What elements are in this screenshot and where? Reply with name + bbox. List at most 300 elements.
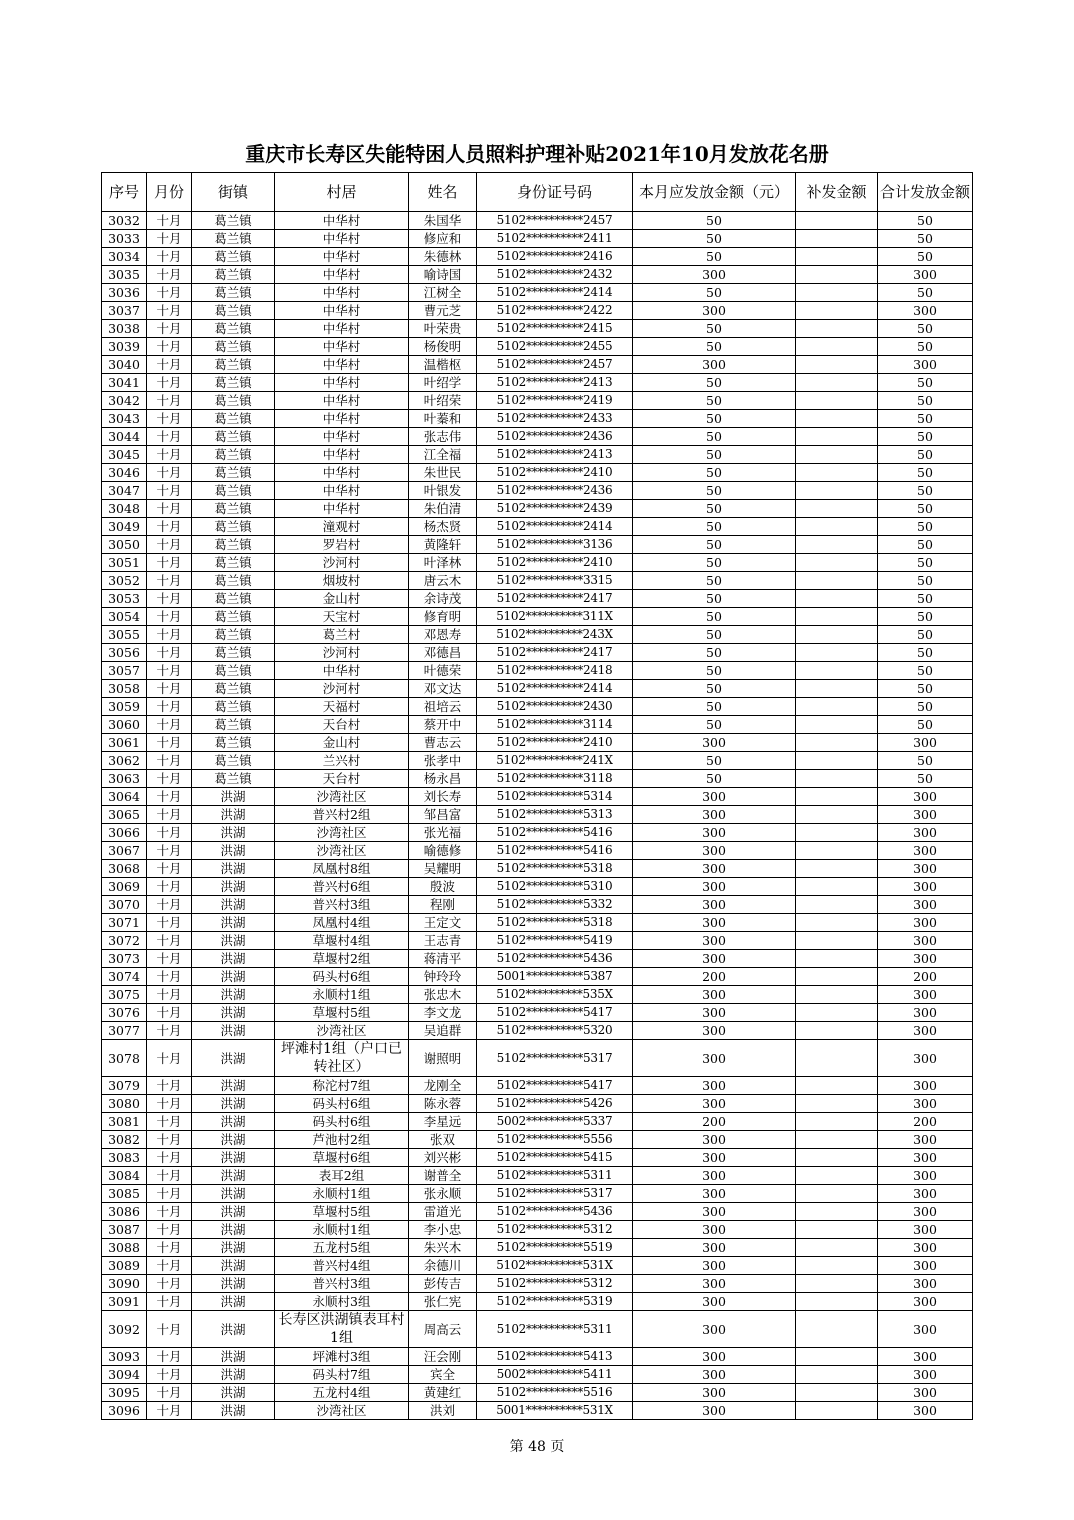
cell-supp (796, 914, 878, 932)
cell-supp (796, 500, 878, 518)
cell-due: 300 (633, 1366, 796, 1384)
table-row (102, 1366, 973, 1384)
cell-due: 50 (633, 572, 796, 590)
cell-id: 5102**********2416 (477, 248, 633, 266)
col-header-town: 街镇 (192, 173, 275, 212)
cell-village: 永顺村1组 (275, 1185, 409, 1203)
cell-village: 码头村6组 (275, 968, 409, 986)
cell-total: 50 (878, 230, 973, 248)
cell-month: 十月 (147, 950, 192, 968)
cell-due: 50 (633, 248, 796, 266)
table-row (102, 842, 973, 860)
cell-seq: 3058 (102, 680, 147, 698)
cell-name: 张志伟 (409, 428, 477, 446)
cell-id: 5102**********5556 (477, 1131, 633, 1149)
cell-town: 洪湖 (192, 1131, 275, 1149)
cell-total: 50 (878, 662, 973, 680)
cell-total: 300 (878, 1348, 973, 1366)
cell-due: 300 (633, 1402, 796, 1420)
cell-village: 五龙村4组 (275, 1384, 409, 1402)
table-row (102, 752, 973, 770)
cell-name: 宾全 (409, 1366, 477, 1384)
cell-town: 葛兰镇 (192, 734, 275, 752)
cell-id: 5102**********2414 (477, 284, 633, 302)
cell-town: 葛兰镇 (192, 518, 275, 536)
cell-supp (796, 230, 878, 248)
cell-due: 50 (633, 590, 796, 608)
cell-due: 50 (633, 428, 796, 446)
cell-village: 中华村 (275, 356, 409, 374)
cell-total: 300 (878, 266, 973, 284)
cell-month: 十月 (147, 518, 192, 536)
cell-seq: 3066 (102, 824, 147, 842)
cell-seq: 3035 (102, 266, 147, 284)
table-row (102, 716, 973, 734)
cell-month: 十月 (147, 1203, 192, 1221)
page-title: 重庆市长寿区失能特困人员照料护理补贴2021年10月发放花名册 (245, 142, 829, 166)
cell-total: 50 (878, 752, 973, 770)
cell-due: 300 (633, 1203, 796, 1221)
cell-total: 300 (878, 1402, 973, 1420)
cell-month: 十月 (147, 338, 192, 356)
cell-town: 葛兰镇 (192, 662, 275, 680)
cell-id: 5102**********5311 (477, 1311, 633, 1348)
cell-due: 300 (633, 302, 796, 320)
cell-id: 5102**********5417 (477, 1004, 633, 1022)
cell-village: 中华村 (275, 212, 409, 230)
cell-due: 50 (633, 500, 796, 518)
table-row (102, 392, 973, 410)
table-row (102, 500, 973, 518)
cell-village: 永顺村3组 (275, 1293, 409, 1311)
cell-month: 十月 (147, 320, 192, 338)
cell-seq: 3073 (102, 950, 147, 968)
cell-name: 叶绍学 (409, 374, 477, 392)
cell-seq: 3075 (102, 986, 147, 1004)
table-row (102, 626, 973, 644)
cell-seq: 3039 (102, 338, 147, 356)
cell-month: 十月 (147, 644, 192, 662)
cell-name: 张仁宪 (409, 1293, 477, 1311)
cell-village: 中华村 (275, 320, 409, 338)
cell-seq: 3063 (102, 770, 147, 788)
cell-total: 300 (878, 824, 973, 842)
cell-due: 300 (633, 1311, 796, 1348)
cell-id: 5102**********2414 (477, 518, 633, 536)
cell-name: 蔡开中 (409, 716, 477, 734)
cell-seq: 3052 (102, 572, 147, 590)
cell-supp (796, 320, 878, 338)
cell-supp (796, 644, 878, 662)
cell-supp (796, 446, 878, 464)
cell-month: 十月 (147, 752, 192, 770)
cell-seq: 3089 (102, 1257, 147, 1275)
cell-name: 洪刘 (409, 1402, 477, 1420)
cell-due: 50 (633, 752, 796, 770)
cell-id: 5102**********2410 (477, 464, 633, 482)
cell-seq: 3085 (102, 1185, 147, 1203)
cell-seq: 3081 (102, 1113, 147, 1131)
cell-total: 50 (878, 446, 973, 464)
cell-seq: 3047 (102, 482, 147, 500)
cell-id: 5102**********2436 (477, 428, 633, 446)
cell-village: 中华村 (275, 266, 409, 284)
cell-seq: 3076 (102, 1004, 147, 1022)
cell-due: 300 (633, 824, 796, 842)
cell-id: 5001**********5387 (477, 968, 633, 986)
cell-due: 300 (633, 356, 796, 374)
cell-seq: 3042 (102, 392, 147, 410)
cell-town: 葛兰镇 (192, 212, 275, 230)
cell-town: 葛兰镇 (192, 266, 275, 284)
cell-id: 5102**********3118 (477, 770, 633, 788)
table-row (102, 986, 973, 1004)
cell-supp (796, 1366, 878, 1384)
roster-table (101, 172, 973, 1420)
cell-village: 金山村 (275, 734, 409, 752)
cell-total: 50 (878, 428, 973, 446)
cell-total: 300 (878, 860, 973, 878)
cell-due: 50 (633, 392, 796, 410)
cell-village: 潼观村 (275, 518, 409, 536)
cell-total: 50 (878, 482, 973, 500)
cell-total: 50 (878, 698, 973, 716)
cell-supp (796, 1293, 878, 1311)
cell-village: 沙河村 (275, 680, 409, 698)
cell-supp (796, 698, 878, 716)
cell-id: 5102**********5314 (477, 788, 633, 806)
cell-month: 十月 (147, 1239, 192, 1257)
cell-name: 汪会刚 (409, 1348, 477, 1366)
table-row (102, 1402, 973, 1420)
table-row (102, 302, 973, 320)
cell-due: 50 (633, 716, 796, 734)
cell-town: 葛兰镇 (192, 338, 275, 356)
cell-id: 5102**********2411 (477, 230, 633, 248)
cell-village: 坪滩村1组（户口已转社区） (275, 1040, 409, 1077)
cell-town: 葛兰镇 (192, 284, 275, 302)
cell-seq: 3057 (102, 662, 147, 680)
table-row (102, 338, 973, 356)
cell-due: 50 (633, 554, 796, 572)
cell-total: 50 (878, 716, 973, 734)
cell-total: 300 (878, 1095, 973, 1113)
cell-total: 300 (878, 1203, 973, 1221)
cell-village: 沙湾社区 (275, 1022, 409, 1040)
cell-month: 十月 (147, 716, 192, 734)
cell-town: 洪湖 (192, 1348, 275, 1366)
cell-month: 十月 (147, 608, 192, 626)
cell-seq: 3032 (102, 212, 147, 230)
cell-name: 张忠木 (409, 986, 477, 1004)
col-header-supp: 补发金额 (796, 173, 878, 212)
cell-town: 洪湖 (192, 1257, 275, 1275)
cell-id: 5102**********5436 (477, 950, 633, 968)
cell-month: 十月 (147, 1293, 192, 1311)
cell-total: 50 (878, 320, 973, 338)
cell-total: 300 (878, 806, 973, 824)
cell-due: 300 (633, 1221, 796, 1239)
cell-name: 曹元芝 (409, 302, 477, 320)
table-row (102, 1185, 973, 1203)
cell-due: 300 (633, 986, 796, 1004)
cell-total: 300 (878, 1275, 973, 1293)
cell-id: 5102**********5319 (477, 1293, 633, 1311)
cell-due: 300 (633, 1095, 796, 1113)
cell-name: 吴耀明 (409, 860, 477, 878)
table-row (102, 464, 973, 482)
cell-supp (796, 1040, 878, 1077)
cell-total: 300 (878, 1221, 973, 1239)
cell-village: 中华村 (275, 284, 409, 302)
cell-town: 葛兰镇 (192, 320, 275, 338)
table-row (102, 770, 973, 788)
cell-seq: 3086 (102, 1203, 147, 1221)
table-row (102, 698, 973, 716)
cell-village: 中华村 (275, 230, 409, 248)
cell-month: 十月 (147, 536, 192, 554)
cell-seq: 3048 (102, 500, 147, 518)
cell-town: 葛兰镇 (192, 590, 275, 608)
table-row (102, 446, 973, 464)
cell-seq: 3088 (102, 1239, 147, 1257)
cell-town: 洪湖 (192, 1167, 275, 1185)
cell-total: 300 (878, 1311, 973, 1348)
table-row (102, 554, 973, 572)
cell-name: 朱世民 (409, 464, 477, 482)
cell-id: 5102**********2419 (477, 392, 633, 410)
cell-town: 葛兰镇 (192, 500, 275, 518)
cell-town: 葛兰镇 (192, 464, 275, 482)
cell-village: 草堰村2组 (275, 950, 409, 968)
cell-due: 300 (633, 1004, 796, 1022)
cell-name: 喻诗国 (409, 266, 477, 284)
table-row (102, 662, 973, 680)
cell-name: 朱德林 (409, 248, 477, 266)
cell-name: 蒋清平 (409, 950, 477, 968)
cell-town: 葛兰镇 (192, 770, 275, 788)
cell-seq: 3050 (102, 536, 147, 554)
cell-month: 十月 (147, 1348, 192, 1366)
cell-town: 洪湖 (192, 1384, 275, 1402)
cell-town: 葛兰镇 (192, 536, 275, 554)
cell-id: 5102**********241X (477, 752, 633, 770)
cell-supp (796, 1257, 878, 1275)
cell-due: 50 (633, 698, 796, 716)
cell-due: 300 (633, 1149, 796, 1167)
cell-supp (796, 716, 878, 734)
cell-supp (796, 950, 878, 968)
cell-name: 雷道光 (409, 1203, 477, 1221)
cell-supp (796, 896, 878, 914)
cell-due: 50 (633, 644, 796, 662)
col-header-total: 合计发放金额 (878, 173, 973, 212)
cell-month: 十月 (147, 968, 192, 986)
cell-village: 中华村 (275, 392, 409, 410)
cell-id: 5102**********5310 (477, 878, 633, 896)
table-row (102, 914, 973, 932)
cell-month: 十月 (147, 1149, 192, 1167)
cell-seq: 3083 (102, 1149, 147, 1167)
cell-village: 凤凰村4组 (275, 914, 409, 932)
cell-seq: 3093 (102, 1348, 147, 1366)
cell-supp (796, 554, 878, 572)
cell-village: 沙湾社区 (275, 788, 409, 806)
table-row (102, 284, 973, 302)
cell-name: 李小忠 (409, 1221, 477, 1239)
roster-body (102, 212, 973, 1420)
cell-village: 金山村 (275, 590, 409, 608)
cell-month: 十月 (147, 662, 192, 680)
cell-seq: 3033 (102, 230, 147, 248)
cell-supp (796, 284, 878, 302)
table-row (102, 410, 973, 428)
table-row (102, 608, 973, 626)
cell-month: 十月 (147, 1095, 192, 1113)
cell-village: 草堰村6组 (275, 1149, 409, 1167)
cell-name: 钟玲玲 (409, 968, 477, 986)
cell-id: 5102**********2413 (477, 446, 633, 464)
cell-total: 50 (878, 410, 973, 428)
cell-total: 300 (878, 896, 973, 914)
cell-id: 5001**********531X (477, 1402, 633, 1420)
table-row (102, 590, 973, 608)
table-row (102, 1004, 973, 1022)
cell-name: 江树全 (409, 284, 477, 302)
cell-id: 5102**********5312 (477, 1275, 633, 1293)
cell-id: 5102**********5519 (477, 1239, 633, 1257)
cell-town: 洪湖 (192, 842, 275, 860)
cell-total: 50 (878, 284, 973, 302)
table-row (102, 1348, 973, 1366)
table-row (102, 482, 973, 500)
cell-id: 5102**********5516 (477, 1384, 633, 1402)
cell-supp (796, 248, 878, 266)
cell-due: 300 (633, 1131, 796, 1149)
table-row (102, 1311, 973, 1348)
cell-id: 5102**********2415 (477, 320, 633, 338)
cell-id: 5102**********2413 (477, 374, 633, 392)
cell-name: 叶德荣 (409, 662, 477, 680)
table-row (102, 824, 973, 842)
col-header-name: 姓名 (409, 173, 477, 212)
cell-due: 300 (633, 1185, 796, 1203)
cell-supp (796, 1311, 878, 1348)
cell-village: 沙湾社区 (275, 842, 409, 860)
cell-month: 十月 (147, 788, 192, 806)
cell-due: 50 (633, 518, 796, 536)
cell-id: 5102**********3114 (477, 716, 633, 734)
cell-town: 洪湖 (192, 932, 275, 950)
cell-village: 普兴村2组 (275, 806, 409, 824)
cell-due: 300 (633, 1384, 796, 1402)
cell-seq: 3053 (102, 590, 147, 608)
cell-total: 50 (878, 500, 973, 518)
cell-supp (796, 1239, 878, 1257)
cell-village: 永顺村1组 (275, 1221, 409, 1239)
cell-total: 300 (878, 1149, 973, 1167)
cell-month: 十月 (147, 734, 192, 752)
cell-month: 十月 (147, 266, 192, 284)
cell-month: 十月 (147, 464, 192, 482)
cell-total: 300 (878, 932, 973, 950)
cell-town: 葛兰镇 (192, 644, 275, 662)
cell-village: 中华村 (275, 500, 409, 518)
cell-town: 洪湖 (192, 1149, 275, 1167)
cell-name: 黄建红 (409, 1384, 477, 1402)
cell-total: 50 (878, 518, 973, 536)
cell-village: 中华村 (275, 338, 409, 356)
cell-id: 5102**********3315 (477, 572, 633, 590)
cell-name: 吴追群 (409, 1022, 477, 1040)
cell-id: 5102**********2410 (477, 734, 633, 752)
cell-village: 草堰村4组 (275, 932, 409, 950)
cell-town: 洪湖 (192, 878, 275, 896)
cell-town: 洪湖 (192, 950, 275, 968)
cell-month: 十月 (147, 1402, 192, 1420)
cell-total: 50 (878, 626, 973, 644)
cell-seq: 3040 (102, 356, 147, 374)
cell-name: 刘长寿 (409, 788, 477, 806)
cell-supp (796, 356, 878, 374)
cell-village: 草堰村5组 (275, 1004, 409, 1022)
cell-due: 300 (633, 878, 796, 896)
cell-due: 300 (633, 932, 796, 950)
cell-month: 十月 (147, 842, 192, 860)
cell-month: 十月 (147, 932, 192, 950)
cell-town: 洪湖 (192, 1311, 275, 1348)
table-row (102, 968, 973, 986)
cell-village: 烟坡村 (275, 572, 409, 590)
cell-month: 十月 (147, 626, 192, 644)
cell-id: 5102**********2418 (477, 662, 633, 680)
cell-total: 300 (878, 1239, 973, 1257)
cell-month: 十月 (147, 1185, 192, 1203)
cell-month: 十月 (147, 986, 192, 1004)
cell-due: 50 (633, 464, 796, 482)
table-row (102, 932, 973, 950)
cell-village: 普兴村3组 (275, 896, 409, 914)
cell-name: 李文龙 (409, 1004, 477, 1022)
cell-total: 300 (878, 734, 973, 752)
cell-name: 唐云木 (409, 572, 477, 590)
cell-id: 5102**********5317 (477, 1040, 633, 1077)
col-header-due: 本月应发放金额（元） (633, 173, 796, 212)
cell-due: 50 (633, 230, 796, 248)
cell-seq: 3080 (102, 1095, 147, 1113)
cell-name: 喻德修 (409, 842, 477, 860)
cell-supp (796, 860, 878, 878)
cell-town: 洪湖 (192, 968, 275, 986)
table-row (102, 950, 973, 968)
cell-seq: 3061 (102, 734, 147, 752)
cell-supp (796, 878, 878, 896)
cell-name: 朱伯清 (409, 500, 477, 518)
table-row (102, 644, 973, 662)
cell-seq: 3077 (102, 1022, 147, 1040)
cell-total: 50 (878, 392, 973, 410)
cell-due: 300 (633, 788, 796, 806)
cell-town: 洪湖 (192, 1077, 275, 1095)
cell-total: 300 (878, 1167, 973, 1185)
cell-id: 5002**********5337 (477, 1113, 633, 1131)
cell-name: 龙刚全 (409, 1077, 477, 1095)
cell-town: 洪湖 (192, 1402, 275, 1420)
cell-due: 50 (633, 338, 796, 356)
cell-month: 十月 (147, 896, 192, 914)
cell-month: 十月 (147, 1275, 192, 1293)
table-row (102, 1239, 973, 1257)
